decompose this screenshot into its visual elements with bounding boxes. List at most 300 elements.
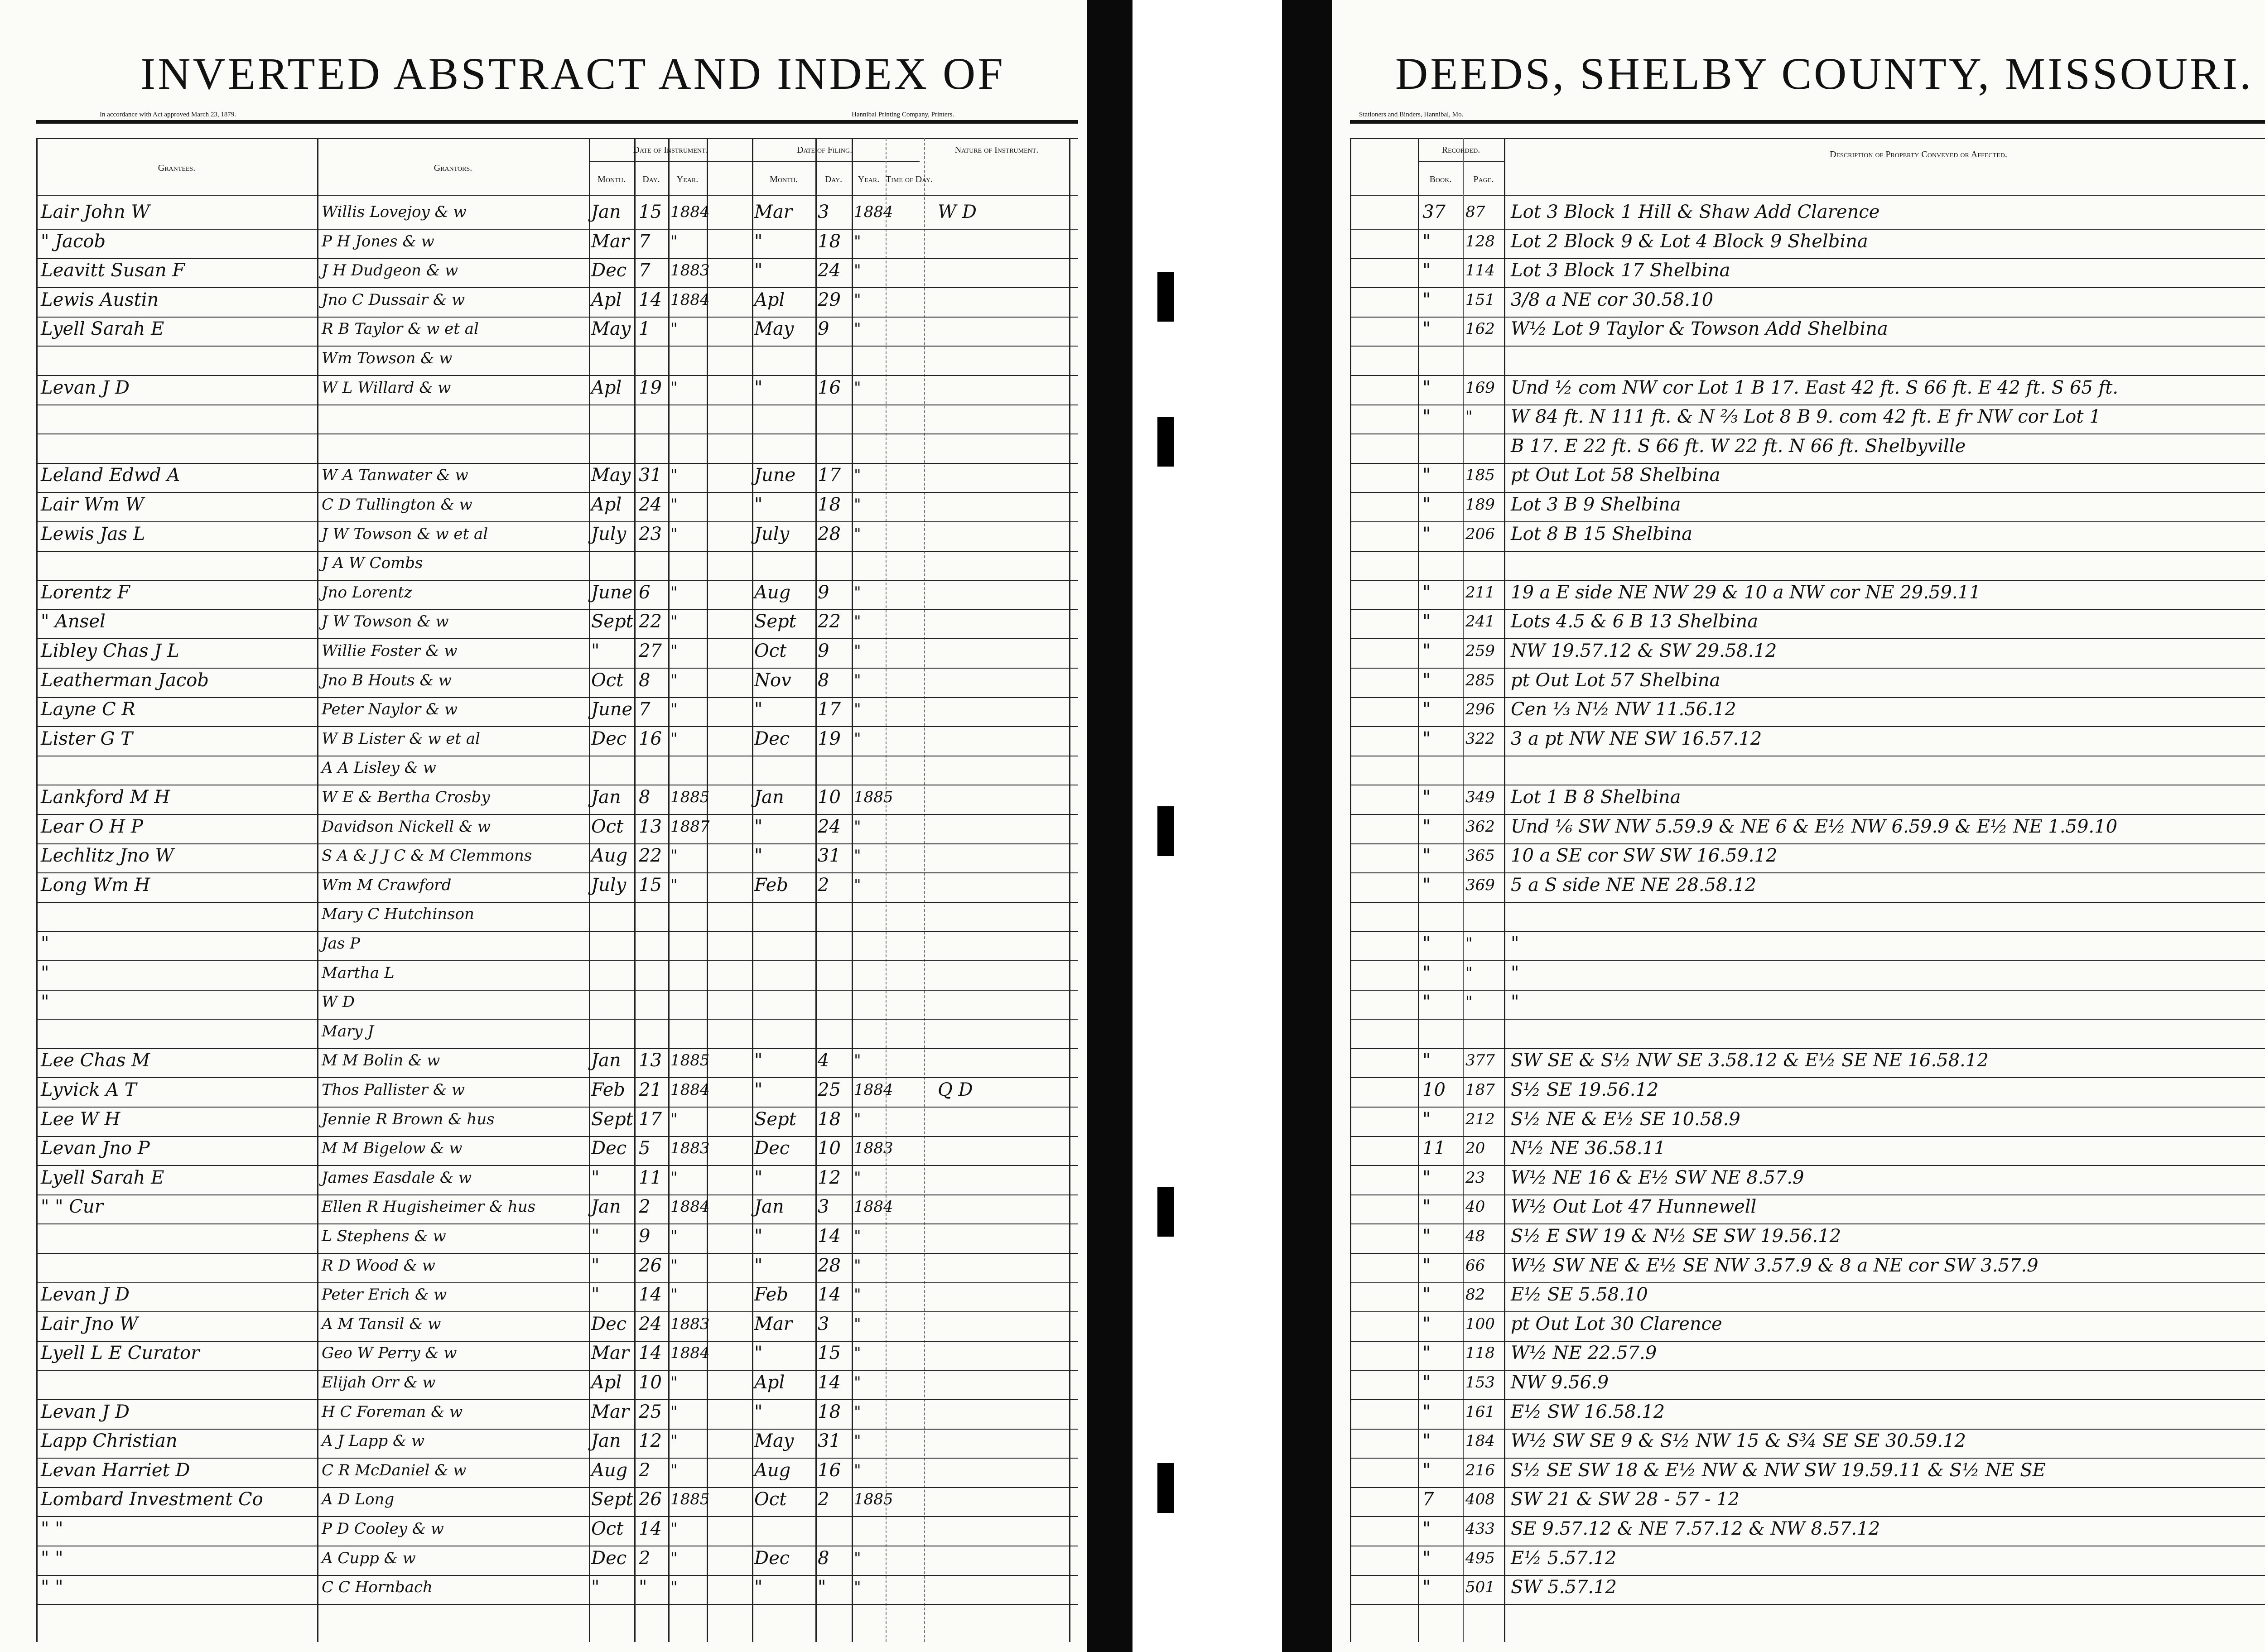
file-day-cell: 10 xyxy=(818,1138,841,1159)
book-cell: " xyxy=(1422,406,1431,428)
file-day-cell: 15 xyxy=(818,1343,841,1364)
inst-month-cell: Feb xyxy=(591,1079,625,1100)
grantor-cell: A A Lisley & w xyxy=(322,759,436,777)
page-cell: 100 xyxy=(1465,1315,1495,1333)
rule-line xyxy=(36,258,1078,259)
file-month-cell: July xyxy=(754,523,790,544)
description-cell: Lot 2 Block 9 & Lot 4 Block 9 Shelbina xyxy=(1511,231,1868,252)
file-month-cell: " xyxy=(754,231,763,252)
column-divider xyxy=(36,138,38,1642)
page-cell: 161 xyxy=(1465,1402,1495,1421)
rule-line xyxy=(36,1429,1078,1430)
file-month-cell: Aug xyxy=(754,582,791,603)
binding-shadow-left xyxy=(1087,0,1132,1652)
book-cell: " xyxy=(1422,816,1431,837)
grantors-header: Grantors. xyxy=(434,163,472,173)
file-year-cell: " xyxy=(854,1461,861,1479)
grantor-cell: Willie Foster & w xyxy=(322,642,458,660)
file-year-cell: " xyxy=(854,525,861,543)
file-month-cell: Apl xyxy=(754,289,785,310)
file-day-cell: 14 xyxy=(818,1226,841,1247)
inst-day-cell: 16 xyxy=(639,728,662,749)
inst-year-cell: 1884 xyxy=(670,203,710,221)
book-cell: " xyxy=(1422,1050,1431,1071)
page-cell: 206 xyxy=(1465,525,1495,543)
inst-year-cell: " xyxy=(670,671,678,689)
description-cell: " xyxy=(1511,962,1519,983)
rule-line xyxy=(36,668,1078,669)
inst-day-cell: 24 xyxy=(639,494,662,515)
inst-year-cell: " xyxy=(670,320,678,338)
inst-month-cell: Oct xyxy=(591,1518,624,1539)
file-year-cell: " xyxy=(854,847,861,865)
column-divider xyxy=(924,138,925,1642)
description-cell: W½ Out Lot 47 Hunnewell xyxy=(1511,1196,1757,1218)
rule-line xyxy=(1350,1107,2265,1108)
inst-year-cell: 1883 xyxy=(670,261,710,280)
grantee-cell: Lapp Christian xyxy=(41,1430,178,1452)
inst-month-cell: " xyxy=(591,1284,600,1305)
inst-year-cell: 1884 xyxy=(670,1198,710,1216)
inst-year-cell: " xyxy=(670,1286,678,1304)
grantor-cell: Jno C Dussair & w xyxy=(322,290,465,309)
grantees-header: Grantees. xyxy=(158,163,196,173)
rule-line xyxy=(1350,1165,2265,1166)
book-cell: " xyxy=(1422,1313,1431,1334)
file-year-cell: " xyxy=(854,261,861,280)
file-year-cell: " xyxy=(854,378,861,397)
rule-line xyxy=(36,726,1078,727)
book-cell: " xyxy=(1422,787,1431,808)
description-cell: SW SE & S½ NW SE 3.58.12 & E½ SE NE 16.58.12 xyxy=(1511,1050,1989,1071)
file-month-cell: " xyxy=(754,845,763,867)
inst-year-cell: " xyxy=(670,1432,678,1450)
rule-line xyxy=(1350,1429,2265,1430)
rule-line xyxy=(1350,551,2265,552)
file-day-cell: 22 xyxy=(818,611,841,632)
file-year-cell: " xyxy=(854,729,861,748)
grantee-cell: Lorentz F xyxy=(41,582,130,603)
file-year-cell: " xyxy=(854,1168,861,1187)
rule-line xyxy=(1350,872,2265,873)
file-day-cell: 10 xyxy=(818,787,841,808)
book-cell: " xyxy=(1422,1459,1431,1481)
grantee-cell: " Jacob xyxy=(41,231,106,252)
book-cell: " xyxy=(1422,1255,1431,1276)
file-month-cell: Sept xyxy=(754,611,796,632)
grantee-cell: " " Cur xyxy=(41,1196,103,1218)
inst-year-cell: 1885 xyxy=(670,1490,710,1509)
description-cell: W½ SW SE 9 & S½ NW 15 & S¾ SE SE 30.59.12 xyxy=(1511,1430,1966,1452)
grantor-cell: J H Dudgeon & w xyxy=(322,261,458,280)
file-year-cell: " xyxy=(854,1373,861,1392)
rule-line xyxy=(36,492,1078,493)
inst-day-cell: 17 xyxy=(639,1108,662,1130)
file-month-cell: Mar xyxy=(754,1313,792,1334)
book-cell: " xyxy=(1422,318,1431,340)
rule-line xyxy=(36,638,1078,639)
grantor-cell: Wm Towson & w xyxy=(322,349,453,367)
file-month-cell: " xyxy=(754,816,763,837)
inst-day-cell: 15 xyxy=(639,202,662,222)
book-cell: " xyxy=(1422,523,1431,544)
rule-line xyxy=(1350,814,2265,815)
inst-month-cell: Mar xyxy=(591,1343,629,1364)
description-cell: 3 a pt NW NE SW 16.57.12 xyxy=(1511,728,1762,749)
inst-day-cell: 8 xyxy=(639,787,651,808)
rule-line xyxy=(36,1282,1078,1283)
rule-line xyxy=(1350,843,2265,844)
inst-year-cell: " xyxy=(670,1578,678,1597)
page-cell: 285 xyxy=(1465,671,1495,689)
inst-year-cell: " xyxy=(670,729,678,748)
grantee-cell: " " xyxy=(41,1518,63,1539)
file-month-cell: Dec xyxy=(754,1547,790,1569)
grantor-cell: M M Bolin & w xyxy=(322,1051,440,1070)
grantor-cell: A D Long xyxy=(322,1490,395,1509)
page-cell: 216 xyxy=(1465,1461,1495,1479)
description-cell: pt Out Lot 30 Clarence xyxy=(1511,1313,1722,1334)
book-cell: " xyxy=(1422,641,1431,661)
file-year-cell: " xyxy=(854,1432,861,1450)
inst-day-cell: 21 xyxy=(639,1079,662,1100)
day-subheader: Day. xyxy=(642,174,660,184)
left-ledger-page xyxy=(0,0,1087,1652)
grantor-cell: J A W Combs xyxy=(322,554,423,573)
grantor-cell: L Stephens & w xyxy=(322,1227,446,1245)
grantee-cell: Lyell L E Curator xyxy=(41,1343,200,1364)
grantor-cell: Peter Erich & w xyxy=(322,1286,447,1304)
file-month-cell: May xyxy=(754,318,794,340)
grantor-cell: J W Towson & w xyxy=(322,612,449,631)
grantor-cell: James Easdale & w xyxy=(322,1168,472,1187)
rule-line xyxy=(36,375,1078,376)
file-month-cell: " xyxy=(754,1577,763,1598)
rule-line xyxy=(1350,1077,2265,1078)
nature-cell: Q D xyxy=(938,1079,973,1100)
grantor-cell: C C Hornbach xyxy=(322,1578,433,1597)
grantor-cell: A M Tansil & w xyxy=(322,1315,441,1333)
inst-year-cell: " xyxy=(670,466,678,485)
rule-line xyxy=(1350,138,2265,139)
file-day-cell: 16 xyxy=(818,377,841,398)
rule-line xyxy=(36,902,1078,903)
inst-day-cell: 8 xyxy=(639,669,651,691)
grantee-cell: Levan Jno P xyxy=(41,1138,150,1159)
grantee-cell: Long Wm H xyxy=(41,874,150,896)
inst-year-cell: " xyxy=(670,1256,678,1275)
inst-month-cell: Oct xyxy=(591,669,624,691)
rule-line xyxy=(1350,990,2265,991)
rule-line xyxy=(36,697,1078,698)
page-cell: 369 xyxy=(1465,876,1495,894)
rule-line xyxy=(1350,120,2265,124)
binding-tab-mark xyxy=(1157,417,1174,467)
grantee-cell: Leavitt Susan F xyxy=(41,260,185,281)
inst-month-cell: " xyxy=(591,1226,600,1247)
grantee-cell: Lear O H P xyxy=(41,816,143,837)
inst-day-cell: 12 xyxy=(639,1430,662,1452)
inst-day-cell: 19 xyxy=(639,377,662,398)
description-cell: W½ NE 16 & E½ SW NE 8.57.9 xyxy=(1511,1167,1804,1188)
rule-line xyxy=(36,1604,1078,1605)
file-month-cell: " xyxy=(754,1079,763,1100)
rule-line xyxy=(1350,521,2265,522)
grantor-cell: W E & Bertha Crosby xyxy=(322,788,490,806)
description-cell: NW 9.56.9 xyxy=(1511,1372,1609,1393)
inst-month-cell: Apl xyxy=(591,1372,622,1393)
grantor-cell: Peter Naylor & w xyxy=(322,700,458,719)
rule-line xyxy=(1350,1341,2265,1342)
description-cell: " xyxy=(1511,992,1519,1013)
year-subheader: Year. xyxy=(858,174,880,184)
file-day-cell: 18 xyxy=(818,1108,841,1130)
page-cell: 365 xyxy=(1465,847,1495,865)
file-day-cell: 8 xyxy=(818,669,829,691)
inst-day-cell: 22 xyxy=(639,611,662,632)
file-day-cell: 14 xyxy=(818,1284,841,1305)
grantee-cell: Lee W H xyxy=(41,1108,120,1130)
rule-line xyxy=(1350,1399,2265,1400)
inst-year-cell: " xyxy=(670,1168,678,1187)
rule-line xyxy=(1350,463,2265,464)
inst-year-cell: 1885 xyxy=(670,1051,710,1070)
inst-month-cell: Dec xyxy=(591,1547,627,1569)
file-day-cell: 31 xyxy=(818,1430,841,1452)
rule-line xyxy=(1350,726,2265,727)
inst-year-cell: 1883 xyxy=(670,1139,710,1158)
rule-line xyxy=(36,1399,1078,1400)
rule-line xyxy=(1350,287,2265,288)
rule-line xyxy=(36,229,1078,230)
inst-year-cell: " xyxy=(670,1461,678,1479)
rule-line xyxy=(36,990,1078,991)
description-cell: Cen ⅓ N½ NW 11.56.12 xyxy=(1511,699,1736,720)
rule-line xyxy=(36,931,1078,932)
binding-tab-mark xyxy=(1157,1187,1174,1237)
column-divider xyxy=(1418,138,1419,1642)
rule-line xyxy=(36,1165,1078,1166)
rule-line xyxy=(1350,902,2265,903)
grantor-cell: Thos Pallister & w xyxy=(322,1081,465,1099)
inst-day-cell: 7 xyxy=(639,260,651,281)
day-subheader: Day. xyxy=(824,174,843,184)
rule-line xyxy=(36,843,1078,844)
inst-month-cell: Apl xyxy=(591,289,622,310)
book-cell: " xyxy=(1422,1577,1431,1598)
inst-day-cell: 14 xyxy=(639,1343,662,1364)
book-cell: " xyxy=(1422,582,1431,603)
book-cell: " xyxy=(1422,992,1431,1013)
page-cell: " xyxy=(1465,408,1473,426)
file-month-cell: " xyxy=(754,1226,763,1247)
inst-day-cell: 22 xyxy=(639,845,662,867)
page-cell: 211 xyxy=(1465,583,1495,602)
description-cell: S½ SE SW 18 & E½ NW & NW SW 19.59.11 & S½ NE SE xyxy=(1511,1459,2046,1481)
inst-year-cell: 1884 xyxy=(670,1344,710,1363)
file-year-cell: " xyxy=(854,1227,861,1245)
rule-line xyxy=(1350,1604,2265,1605)
description-cell: Und ½ com NW cor Lot 1 B 17. East 42 ft. S 66 ft. E 42 ft. S 65 ft. xyxy=(1511,377,2119,398)
file-day-cell: 4 xyxy=(818,1050,829,1071)
inst-month-cell: Dec xyxy=(591,260,627,281)
inst-month-cell: " xyxy=(591,641,600,661)
book-cell: " xyxy=(1422,728,1431,749)
rule-line xyxy=(1350,1458,2265,1459)
grantor-cell: J W Towson & w et al xyxy=(322,525,488,543)
column-divider xyxy=(752,138,753,1642)
rule-line xyxy=(1350,697,2265,698)
file-year-cell: " xyxy=(854,1110,861,1128)
column-divider xyxy=(852,138,853,1642)
file-day-cell: 29 xyxy=(818,289,841,310)
file-month-cell: Oct xyxy=(754,641,787,661)
inst-day-cell: 26 xyxy=(639,1255,662,1276)
inst-day-cell: 26 xyxy=(639,1489,662,1510)
description-cell: 10 a SE cor SW SW 16.59.12 xyxy=(1511,845,1778,867)
grantor-cell: R D Wood & w xyxy=(322,1256,435,1275)
inst-year-cell: 1884 xyxy=(670,1081,710,1099)
inst-month-cell: Jan xyxy=(591,1430,621,1452)
grantee-cell: Leatherman Jacob xyxy=(41,669,209,691)
file-month-cell: Feb xyxy=(754,874,788,896)
page-cell: 185 xyxy=(1465,466,1495,485)
file-month-cell: June xyxy=(754,465,796,486)
inst-month-cell: Oct xyxy=(591,816,624,837)
book-cell: 11 xyxy=(1422,1138,1446,1159)
inst-year-cell: " xyxy=(670,642,678,660)
file-month-cell: Sept xyxy=(754,1108,796,1130)
inst-year-cell: " xyxy=(670,612,678,631)
description-cell: W 84 ft. N 111 ft. & N ⅔ Lot 8 B 9. com 42 ft. E fr NW cor Lot 1 xyxy=(1511,406,2101,428)
grantor-cell: S A & J J C & M Clemmons xyxy=(322,847,532,865)
rule-line xyxy=(36,609,1078,610)
rule-line xyxy=(36,1575,1078,1576)
file-day-cell: 2 xyxy=(818,1489,829,1510)
grantee-cell: Lewis Austin xyxy=(41,289,159,310)
rule-line xyxy=(1350,668,2265,669)
inst-year-cell: 1884 xyxy=(670,290,710,309)
inst-month-cell: Jan xyxy=(591,202,621,222)
file-year-cell: " xyxy=(854,320,861,338)
inst-year-cell: " xyxy=(670,496,678,514)
inst-month-cell: May xyxy=(591,318,631,340)
file-day-cell: 9 xyxy=(818,318,829,340)
inst-day-cell: 14 xyxy=(639,1284,662,1305)
book-cell: " xyxy=(1422,465,1431,486)
grantor-cell: Mary C Hutchinson xyxy=(322,905,474,924)
inst-month-cell: May xyxy=(591,465,631,486)
file-day-cell: 24 xyxy=(818,260,841,281)
file-month-cell: " xyxy=(754,377,763,398)
inst-day-cell: 7 xyxy=(639,231,651,252)
file-year-cell: " xyxy=(854,232,861,250)
grantee-cell: Lankford M H xyxy=(41,787,170,808)
rule-line xyxy=(1418,161,1504,162)
inst-month-cell: Apl xyxy=(591,377,622,398)
book-cell: 37 xyxy=(1422,202,1446,222)
file-year-cell: 1885 xyxy=(854,788,893,806)
grantee-cell: Lair Jno W xyxy=(41,1313,138,1334)
file-year-cell: " xyxy=(854,1315,861,1333)
book-cell: " xyxy=(1422,845,1431,867)
file-year-cell: " xyxy=(854,642,861,660)
grantee-cell: " xyxy=(41,962,49,983)
grantee-cell: " xyxy=(41,992,49,1013)
stationer-note: Stationers and Binders, Hannibal, Mo. xyxy=(1359,111,1464,118)
rule-line xyxy=(1350,1311,2265,1312)
inst-day-cell: 24 xyxy=(639,1313,662,1334)
page-cell: 187 xyxy=(1465,1081,1495,1099)
grantee-cell: " " xyxy=(41,1577,63,1598)
description-cell: 3/8 a NE cor 30.58.10 xyxy=(1511,289,1714,310)
file-year-cell: " xyxy=(854,1549,861,1567)
rule-line xyxy=(36,287,1078,288)
time-of-day-subheader: Time of Day. xyxy=(886,174,933,184)
rule-line xyxy=(36,1107,1078,1108)
inst-day-cell: 5 xyxy=(639,1138,651,1159)
page-cell: 40 xyxy=(1465,1198,1485,1216)
inst-day-cell: 27 xyxy=(639,641,662,661)
file-month-cell: Apl xyxy=(754,1372,785,1393)
page-cell: 433 xyxy=(1465,1520,1495,1538)
grantee-cell: Lombard Investment Co xyxy=(41,1489,263,1510)
description-cell: E½ SE 5.58.10 xyxy=(1511,1284,1648,1305)
rule-line xyxy=(1350,609,2265,610)
rule-line xyxy=(725,161,920,162)
file-day-cell: 16 xyxy=(818,1459,841,1481)
inst-day-cell: 15 xyxy=(639,874,662,896)
inst-month-cell: July xyxy=(591,523,626,544)
rule-line xyxy=(36,1370,1078,1371)
inst-year-cell: 1887 xyxy=(670,817,710,836)
rule-line xyxy=(1350,1194,2265,1195)
inst-day-cell: 10 xyxy=(639,1372,662,1393)
book-cell: " xyxy=(1422,1196,1431,1218)
nature-cell: W D xyxy=(938,202,977,222)
inst-year-cell: " xyxy=(670,1549,678,1567)
inst-month-cell: " xyxy=(591,1167,600,1188)
page-cell: 377 xyxy=(1465,1051,1495,1070)
rule-line xyxy=(1350,1575,2265,1576)
rule-line xyxy=(36,346,1078,347)
rule-line xyxy=(36,1253,1078,1254)
book-cell: " xyxy=(1422,962,1431,983)
rule-line xyxy=(1350,258,2265,259)
book-subheader: Book. xyxy=(1429,174,1452,184)
rule-line xyxy=(36,814,1078,815)
inst-year-cell: " xyxy=(670,876,678,894)
file-year-cell: " xyxy=(854,290,861,309)
grantee-cell: Layne C R xyxy=(41,699,135,720)
rule-line xyxy=(1350,317,2265,318)
description-cell: W½ Lot 9 Taylor & Towson Add Shelbina xyxy=(1511,318,1888,340)
inst-year-cell: " xyxy=(670,1520,678,1538)
file-month-cell: " xyxy=(754,1401,763,1422)
file-year-cell: 1884 xyxy=(854,1198,893,1216)
inst-year-cell: " xyxy=(670,847,678,865)
file-day-cell: 19 xyxy=(818,728,841,749)
book-cell: " xyxy=(1422,260,1431,281)
file-month-cell: " xyxy=(754,1050,763,1071)
file-year-cell: " xyxy=(854,1051,861,1070)
inst-month-cell: Dec xyxy=(591,1313,627,1334)
file-year-cell: " xyxy=(854,1402,861,1421)
inst-month-cell: Aug xyxy=(591,845,628,867)
page-cell: 153 xyxy=(1465,1373,1495,1392)
description-cell: S½ SE 19.56.12 xyxy=(1511,1079,1659,1100)
rule-line xyxy=(1350,1223,2265,1224)
